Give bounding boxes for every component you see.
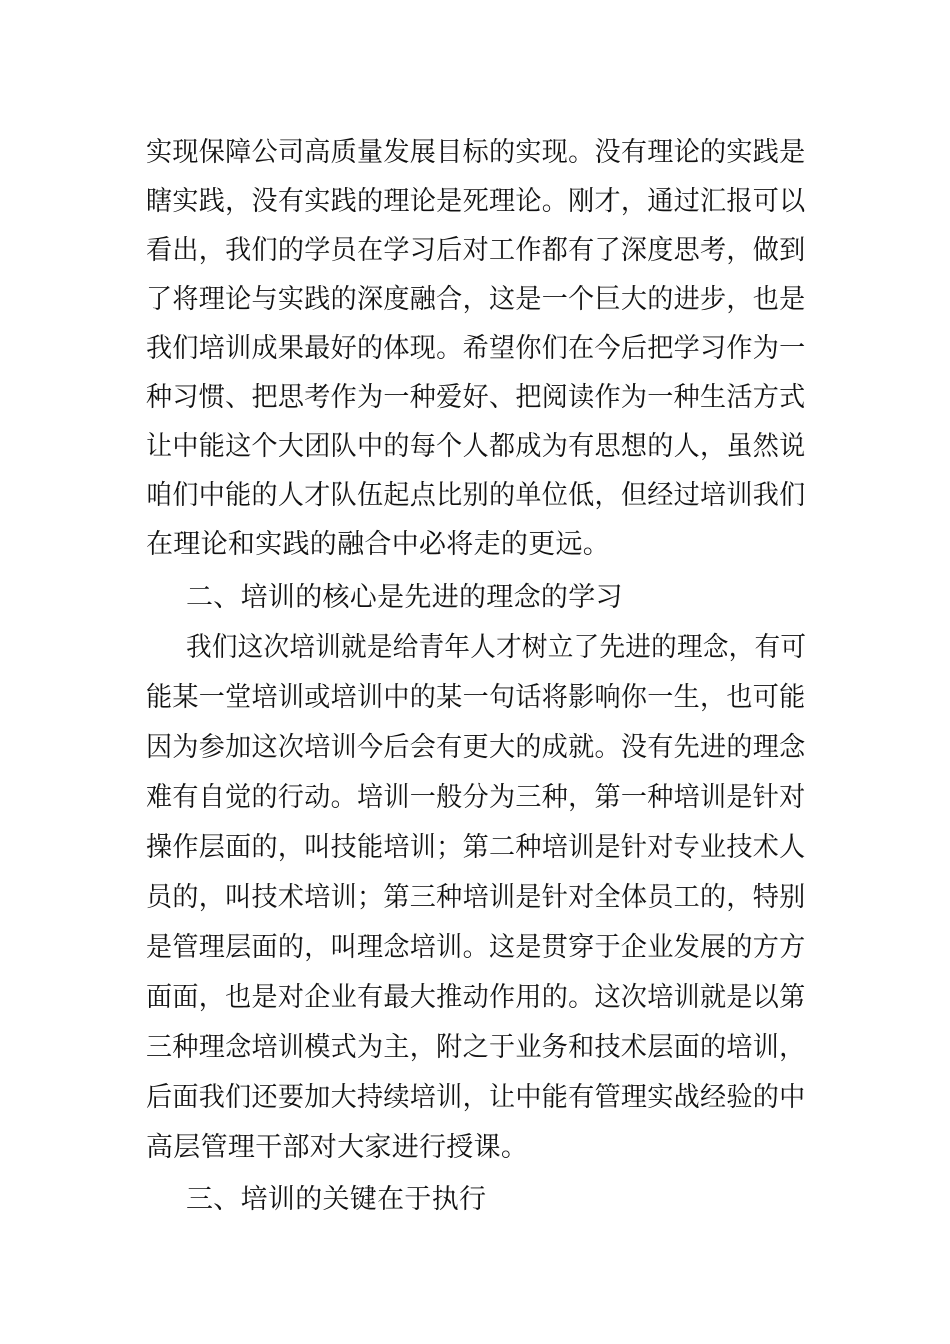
section-heading-2: 二、培训的核心是先进的理念的学习 (186, 582, 623, 613)
paragraph-2-line-2: 能某一堂培训或培训中的某一句话将影响你一生，也可能 (146, 682, 806, 713)
paragraph-1-line-4: 了将理论与实践的深度融合，这是一个巨大的进步，也是 (146, 284, 806, 315)
paragraph-2-line-3: 因为参加这次培训今后会有更大的成就。没有先进的理念 (146, 732, 806, 763)
section-heading-3: 三、培训的关键在于执行 (186, 1184, 487, 1215)
paragraph-1-line-1: 实现保障公司高质量发展目标的实现。没有理论的实践是 (146, 137, 806, 168)
paragraph-2-line-9: 三种理念培训模式为主，附之于业务和技术层面的培训， (146, 1032, 806, 1063)
paragraph-1-line-5: 我们培训成果最好的体现。希望你们在今后把学习作为一 (146, 333, 806, 364)
paragraph-2-line-6: 员的，叫技术培训；第三种培训是针对全体员工的，特别 (146, 882, 806, 913)
paragraph-2-line-1: 我们这次培训就是给青年人才树立了先进的理念，有可 (186, 632, 807, 663)
paragraph-2-line-11: 高层管理干部对大家进行授课。 (146, 1132, 529, 1163)
paragraph-2-line-8: 面面，也是对企业有最大推动作用的。这次培训就是以第 (146, 982, 806, 1013)
paragraph-1-line-7: 让中能这个大团队中的每个人都成为有思想的人，虽然说 (146, 431, 806, 462)
paragraph-2-line-4: 难有自觉的行动。培训一般分为三种，第一种培训是针对 (146, 782, 806, 813)
paragraph-1-line-2: 瞎实践，没有实践的理论是死理论。刚才，通过汇报可以 (146, 186, 806, 217)
paragraph-2-line-10: 后面我们还要加大持续培训，让中能有管理实战经验的中 (146, 1082, 806, 1113)
paragraph-1-line-3: 看出，我们的学员在学习后对工作都有了深度思考，做到 (146, 235, 806, 266)
paragraph-1-line-9: 在理论和实践的融合中必将走的更远。 (146, 529, 611, 560)
paragraph-2-line-5: 操作层面的，叫技能培训；第二种培训是针对专业技术人 (146, 832, 806, 863)
paragraph-1-line-6: 种习惯、把思考作为一种爱好、把阅读作为一种生活方式 (146, 382, 806, 413)
paragraph-2-line-7: 是管理层面的，叫理念培训。这是贯穿于企业发展的方方 (146, 932, 806, 963)
paragraph-1-line-8: 咱们中能的人才队伍起点比别的单位低，但经过培训我们 (146, 480, 806, 511)
